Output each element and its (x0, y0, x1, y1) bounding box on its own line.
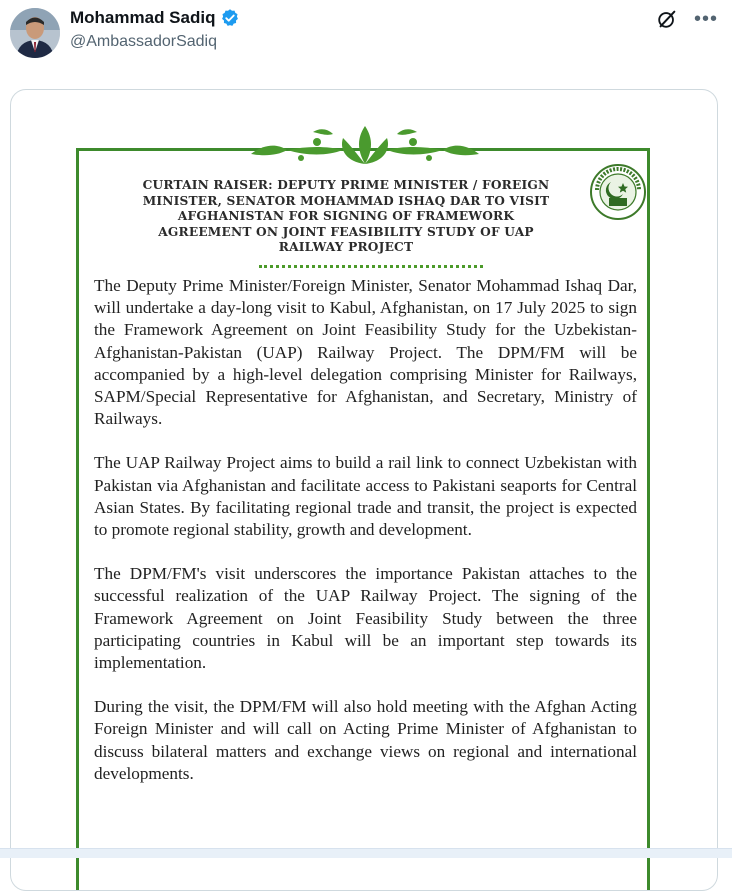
verified-badge-icon[interactable] (220, 8, 240, 28)
tweet-actions-top (656, 8, 718, 30)
author-handle[interactable]: @AmbassadorSadiq (70, 33, 217, 50)
document-paragraph-4: During the visit, the DPM/FM will also hold meeting with the Afghan Acting Foreign Minister and will call on Acting Prime Minister of Afghanistan to discuss bilateral matters and exchange views on regional and international developments. (94, 697, 637, 783)
grok-icon[interactable] (656, 8, 678, 30)
avatar[interactable] (10, 8, 60, 58)
tweet-media-image[interactable] (10, 89, 718, 891)
document-body (94, 275, 637, 807)
ministry-emblem-icon (589, 162, 647, 230)
ornament-icon (247, 120, 483, 172)
title-divider (259, 265, 483, 268)
document-paragraph-1: The Deputy Prime Minister/Foreign Minister, Senator Mohammad Ishaq Dar, will undertake a day-long visit to Kabul, Afghanistan, on 17 July 2025 to sign the Framework Agreement on Joint Feasibility Study for the Uzbekistan-Afghanistan-Pakistan (UAP) Railway Project. The DPM/FM will be accompanied by a high-level delegation comprising Minister for Railways, SAPM/Special Representative for Afghanistan, and Secretary, Ministry of Railways. (94, 276, 637, 429)
more-icon[interactable]: ••• (693, 8, 718, 30)
author-name-row (70, 8, 240, 28)
document-paragraph-3: The DPM/FM's visit underscores the importance Pakistan attaches to the successful realization of the UAP Railway Project. The signing of the Framework Agreement on Joint Feasibility Study between the three participating countries in Kabul will be an important step towards its implementation. (94, 564, 637, 673)
document-paragraph-2: The UAP Railway Project aims to build a rail link to connect Uzbekistan with Pakistan via Afghanistan and facilitate access to Pakistani seaports for Central Asian States. By facilitating regional trade and transit, the project is expected to promote regional stability, growth and development. (94, 453, 637, 540)
tweet-header (0, 0, 732, 70)
document-title: CURTAIN RAISER: DEPUTY PRIME MINISTER / FOREIGN MINISTER, SENATOR MOHAMMAD ISHAQ DAR TO VISIT AFGHANISTAN FOR SIGNING OF FRAMEWORK AGREEMENT ON JOINT FEASIBILITY STUDY OF UAP RAILWAY PROJECT (142, 178, 550, 254)
author-display-name[interactable]: Mohammad Sadiq (70, 8, 216, 27)
